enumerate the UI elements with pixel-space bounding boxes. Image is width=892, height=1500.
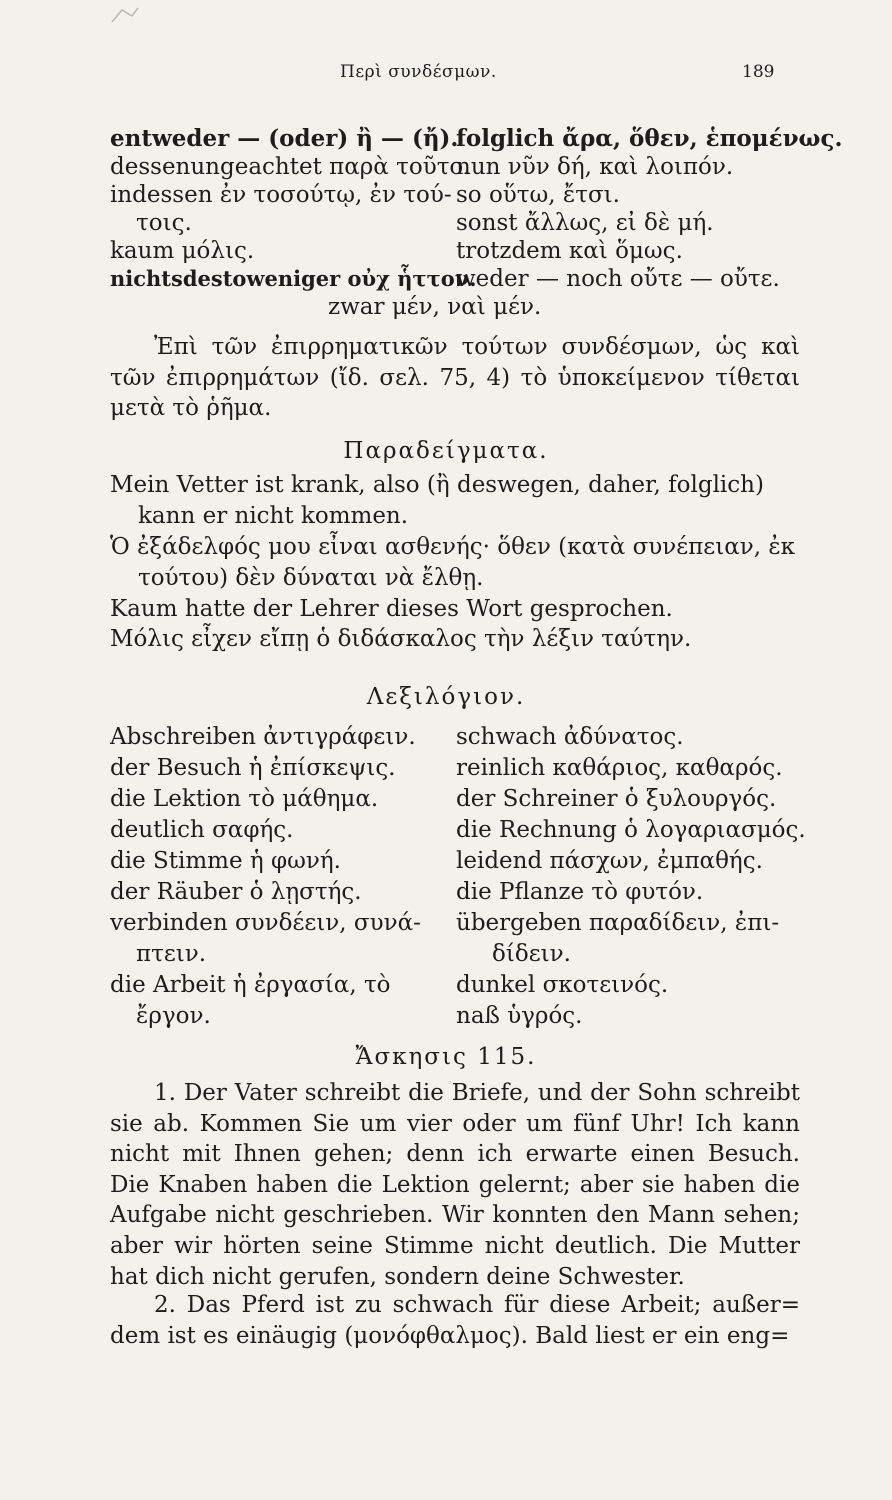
running-header: [0, 58, 892, 88]
vocab-left-0: Abschreiben ἀντιγράφειν.: [110, 724, 416, 750]
vocab-left-3: deutlich σαφής.: [110, 817, 294, 843]
page-number: 189: [742, 62, 775, 82]
conj-left-4: kaum μόλις.: [110, 238, 255, 264]
vocab-right-7: δίδειν.: [492, 941, 571, 967]
vocab-left-2: die Lektion τὸ μάθημα.: [110, 786, 379, 812]
example-0: Mein Vetter ist krank, also (ἢ deswegen, daher, folglich) kann er nicht kommen.: [110, 472, 764, 529]
vocab-heading: Λεξιλόγιον.: [366, 684, 526, 710]
grammar-note: [110, 332, 800, 424]
vocab-left-1: der Besuch ἡ ἐπίσκεψις.: [110, 755, 396, 781]
vocab-right-4: leidend πάσχων, ἐμπαθής.: [456, 848, 763, 874]
vocab-right-6: übergeben παραδίδειν, ἐπι-: [456, 910, 780, 936]
exercise-paragraph-1-text: 1. Der Vater schreibt die Briefe, und der Sohn schreibt sie ab. Kommen Sie um vier oder um fünf Uhr! Ich kann nicht mit Ihnen gehen; denn ich erwarte einen Besuch. Die Knaben haben die Lektion gelernt; aber sie haben die Aufgabe nicht geschrieben. Wir konnten den Mann sehen; aber wir hörten seine Stimme nicht deutlich. Die Mutter hat dich nicht gerufen, sondern deine Schwester.: [110, 1080, 800, 1290]
exercise-paragraph-2-text: 2. Das Pferd ist zu schwach für diese Arbeit; außer= dem ist es einäugig (μονόφθαλμος). Bald liest er ein eng=: [110, 1292, 800, 1349]
conj-right-4: trotzdem καὶ ὅμως.: [456, 238, 683, 264]
vocab-right-2: der Schreiner ὁ ξυλουργός.: [456, 786, 777, 812]
vocab-left-9: ἔργον.: [136, 1003, 211, 1029]
conj-left-2: indessen ἐν τοσούτῳ, ἐν τού-: [110, 182, 452, 208]
vocab-left-7: πτειν.: [136, 941, 207, 967]
conj-left-0: entweder — (oder) ἢ — (ἤ).: [110, 125, 459, 152]
example-3: Μόλις εἶχεν εἴπῃ ὁ διδάσκαλος τὴν λέξιν ταύτην.: [110, 626, 692, 652]
vocab-right-9: naß ὑγρός.: [456, 1003, 583, 1029]
conj-right-5: weder — noch οὔτε — οὔτε.: [456, 266, 780, 292]
vocab-right-8: dunkel σκοτεινός.: [456, 972, 669, 998]
conj-left-1: dessenungeachtet παρὰ τοῦτο.: [110, 154, 471, 180]
vocab-right-3: die Rechnung ὁ λογαριασμός.: [456, 817, 806, 843]
exercise-paragraph-1: [110, 1078, 800, 1292]
vocab-right-1: reinlich καθάριος, καθαρός.: [456, 755, 783, 781]
vocab-left-5: der Räuber ὁ λῃστής.: [110, 879, 362, 905]
conj-center: zwar μέν, ναὶ μέν.: [328, 294, 542, 320]
conj-left-5: nichtsdestoweniger οὐχ ἧττον.: [110, 266, 477, 291]
conj-right-2: so οὕτω, ἔτσι.: [456, 182, 620, 208]
vocab-left-6: verbinden συνδέειν, συνά-: [110, 910, 421, 936]
vocab-right-5: die Pflanze τὸ φυτόν.: [456, 879, 704, 905]
exercise-heading: Ἄσκησις 115.: [355, 1044, 537, 1070]
vocab-right-0: schwach ἀδύνατος.: [456, 724, 684, 750]
page-title: Περὶ συνδέσμων.: [340, 62, 497, 82]
exercise-paragraph-2: [110, 1290, 800, 1351]
corner-smudge-icon: [108, 6, 142, 26]
conj-left-3: τοις.: [136, 210, 192, 236]
example-1: Ὁ ἐξάδελφός μου εἶναι ασθενής· ὅθεν (κατὰ συνέπειαν, ἐκ τούτου) δὲν δύναται νὰ ἔλθῃ.: [110, 534, 796, 591]
conj-right-3: sonst ἄλλως, εἰ δὲ μή.: [456, 210, 714, 236]
grammar-note-text: Ἐπὶ τῶν ἐπιρρηματικῶν τούτων συνδέσμων, ὡς καὶ τῶν ἐπιρρημάτων (ἴδ. σελ. 75, 4) τὸ ὑποκείμενον τίθεται μετὰ τὸ ῥῆμα.: [110, 334, 800, 421]
vocab-left-8: die Arbeit ἡ ἐργασία, τὸ: [110, 972, 391, 998]
conj-right-1: nun νῦν δή, καὶ λοιπόν.: [456, 154, 734, 180]
example-2: Kaum hatte der Lehrer dieses Wort gesprochen.: [110, 596, 673, 622]
vocab-left-4: die Stimme ἡ φωνή.: [110, 848, 341, 874]
examples-heading: Παραδείγματα.: [343, 438, 549, 464]
conj-right-0: folglich ἄρα, ὅθεν, ἑπομένως.: [456, 125, 843, 152]
